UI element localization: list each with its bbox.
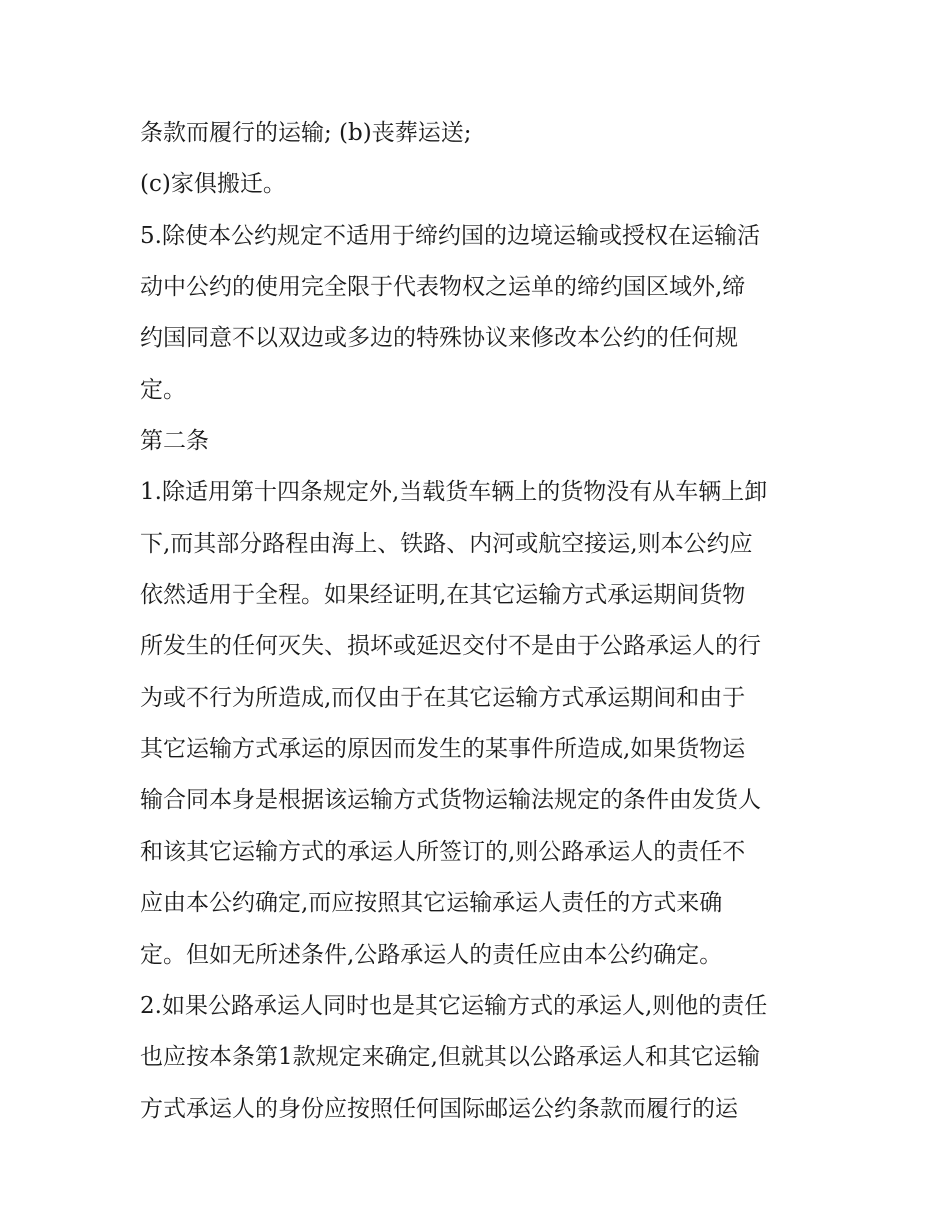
text-line: 所发生的任何灭失、损坏或延迟交付不是由于公路承运人的行: [140, 633, 761, 660]
text-line: 1.除适用第十四条规定外,当载货车辆上的货物没有从车辆上卸: [140, 479, 768, 506]
text-line: 下,而其部分路程由海上、铁路、内河或航空接运,则本公约应: [140, 530, 753, 557]
text-line: 定。: [140, 376, 186, 403]
text-line: 应由本公约确定,而应按照其它运输承运人责任的方式来确: [140, 890, 723, 917]
text-line: 也应按本条第1款规定来确定,但就其以公路承运人和其它运输: [140, 1044, 760, 1071]
text-line: 2.如果公路承运人同时也是其它运输方式的承运人,则他的责任: [140, 992, 768, 1019]
text-line: 约国同意不以双边或多边的特殊协议来修改本公约的任何规: [140, 325, 738, 352]
body-text: [140, 108, 820, 1135]
text-line: 其它运输方式承运的原因而发生的某事件所造成,如果货物运: [140, 736, 746, 763]
text-line: 条款而履行的运输; (b)丧葬运送;: [140, 120, 472, 146]
text-line: 定。但如无所述条件,公路承运人的责任应由本公约确定。: [140, 941, 723, 968]
text-line: (c)家俱搬迁。: [140, 171, 286, 198]
text-line: 输合同本身是根据该运输方式货物运输法规定的条件由发货人: [140, 787, 761, 814]
text-line: 5.除使本公约规定不适用于缔约国的边境运输或授权在运输活: [140, 222, 760, 249]
text-line: 动中公约的使用完全限于代表物权之运单的缔约国区域外,缔: [140, 274, 746, 301]
article-heading: 第二条: [140, 428, 209, 455]
text-line: 为或不行为所造成,而仅由于在其它运输方式承运期间和由于: [140, 684, 746, 711]
text-line: 依然适用于全程。如果经证明,在其它运输方式承运期间货物: [140, 582, 746, 609]
text-line: 和该其它运输方式的承运人所签订的,则公路承运人的责任不: [140, 838, 746, 865]
text-line: 方式承运人的身份应按照任何国际邮运公约条款而履行的运: [140, 1095, 738, 1122]
